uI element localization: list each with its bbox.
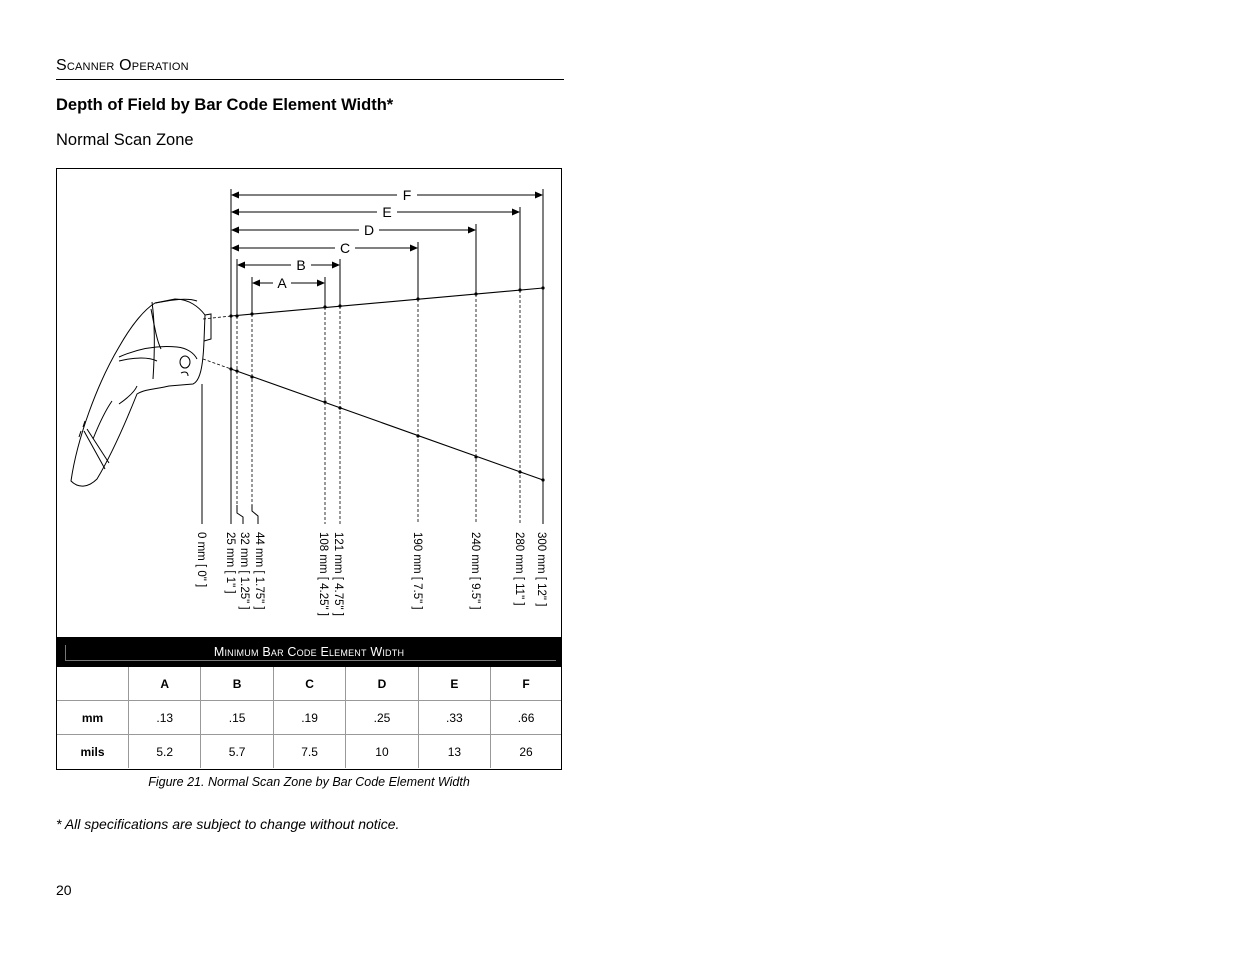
scan-zone-envelope: [231, 288, 543, 480]
distance-label-121mm: 121 mm [ 4.75" ]: [332, 532, 344, 616]
beam-projection: [203, 316, 231, 369]
zone-letter-f: F: [402, 187, 412, 203]
table-row: [57, 701, 561, 735]
table-cell: .13: [129, 701, 201, 735]
distance-label-280mm: 280 mm [ 11" ]: [513, 532, 525, 606]
table-cell: .15: [201, 701, 273, 735]
table-cell: 26: [491, 735, 561, 769]
scanner-illustration: [71, 299, 211, 486]
section-header-text: Scanner Operation: [56, 57, 189, 74]
table-cell: 5.2: [129, 735, 201, 769]
table-header-cell: B: [201, 667, 273, 701]
zone-letter-d: D: [363, 222, 375, 238]
table-cell: .33: [418, 701, 490, 735]
envelope-points: [229, 286, 544, 481]
distance-label-0mm: 0 mm [ 0" ]: [195, 532, 207, 588]
distance-label-108mm: 108 mm [ 4.25" ]: [317, 532, 329, 616]
zone-letter-b: B: [296, 257, 306, 273]
table-header-cell: A: [129, 667, 201, 701]
table-row-label: mils: [57, 735, 129, 769]
table-header-cell: [57, 667, 129, 701]
table-row: [57, 735, 561, 769]
scan-zone-diagram: [57, 169, 561, 637]
distance-label-300mm: 300 mm [ 12" ]: [535, 532, 547, 607]
table-cell: 13: [418, 735, 490, 769]
zone-letter-e: E: [382, 204, 392, 220]
table-header-cell: D: [346, 667, 418, 701]
page-title: Depth of Field by Bar Code Element Width*: [56, 96, 394, 114]
table-header-cell: E: [418, 667, 490, 701]
distance-label-25mm: 25 mm [ 1" ]: [224, 532, 236, 594]
table-row-label: mm: [57, 701, 129, 735]
table-title: Minimum Bar Code Element Width: [213, 645, 405, 659]
table-cell: .25: [346, 701, 418, 735]
table-cell: .19: [273, 701, 345, 735]
zone-letter-a: A: [277, 275, 287, 291]
table-cell: 5.7: [201, 735, 273, 769]
footnote: * All specifications are subject to change without notice.: [56, 816, 400, 832]
table-header-cell: C: [273, 667, 345, 701]
distance-label-44mm: 44 mm [ 1.75" ]: [253, 532, 265, 610]
distance-guide-lines: [202, 189, 543, 524]
table-header-row: [57, 667, 561, 701]
table-header-cell: F: [491, 667, 561, 701]
figure-box: [56, 168, 562, 770]
distance-label-240mm: 240 mm [ 9.5" ]: [469, 532, 481, 610]
distance-label-32mm: 32 mm [ 1.25" ]: [238, 532, 250, 610]
table-title-band: [57, 637, 561, 667]
table-cell: 10: [346, 735, 418, 769]
element-width-table: [57, 667, 561, 768]
page-subtitle: Normal Scan Zone: [56, 131, 194, 149]
figure-caption: Figure 21. Normal Scan Zone by Bar Code Element Width: [148, 775, 470, 789]
section-header: [56, 57, 564, 80]
zone-letter-c: C: [339, 240, 351, 256]
page-number: 20: [56, 882, 72, 898]
table-cell: .66: [491, 701, 561, 735]
table-cell: 7.5: [273, 735, 345, 769]
distance-label-190mm: 190 mm [ 7.5" ]: [411, 532, 423, 610]
